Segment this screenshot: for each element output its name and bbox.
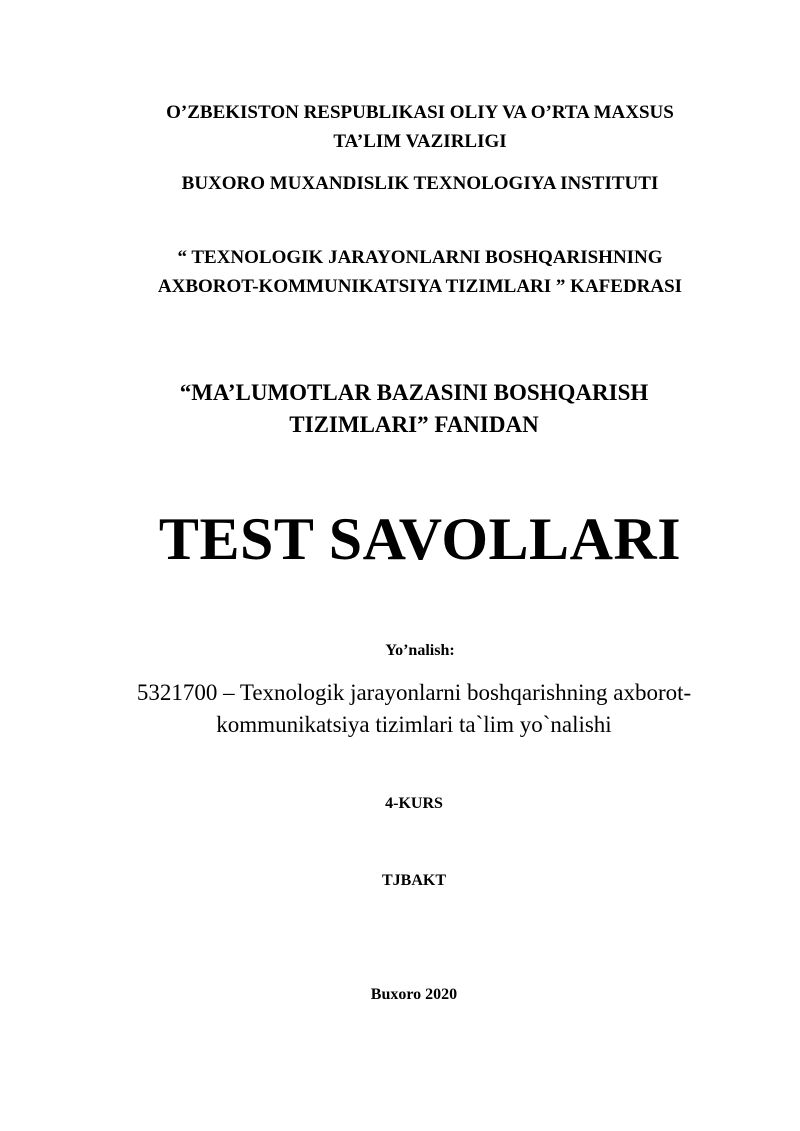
institute-name: BUXORO MUXANDISLIK TEXNOLOGIYA INSTITUTI bbox=[181, 173, 659, 194]
department-line-1: “ TEXNOLOGIK JARAYONLARNI BOSHQARISHNING bbox=[177, 247, 663, 268]
ministry-line-2: TA’LIM VAZIRLIGI bbox=[333, 131, 507, 152]
group-label: TJBAKT bbox=[381, 872, 446, 889]
department-line-2: AXBOROT-KOMMUNIKATSIYA TIZIMLARI ” KAFEDRASI bbox=[157, 276, 683, 297]
document-title: TEST SAVOLLARI bbox=[158, 506, 682, 572]
place-year: Buxoro 2020 bbox=[370, 986, 458, 1003]
subject-line-2: TIZIMLARI” FANIDAN bbox=[289, 412, 539, 437]
subject-line-1: “MA’LUMOTLAR BAZASINI BOSHQARISH bbox=[179, 380, 649, 405]
direction-line-1: 5321700 – Texnologik jarayonlarni boshqarishning axborot- bbox=[136, 680, 692, 705]
ministry-line-1: O’ZBEKISTON RESPUBLIKASI OLIY VA O’RTA MAXSUS bbox=[166, 102, 674, 123]
direction-label: Yo’nalish: bbox=[385, 642, 455, 659]
course-label: 4-KURS bbox=[385, 795, 443, 812]
direction-line-2: kommunikatsiya tizimlari ta`lim yo`nalishi bbox=[216, 712, 612, 737]
